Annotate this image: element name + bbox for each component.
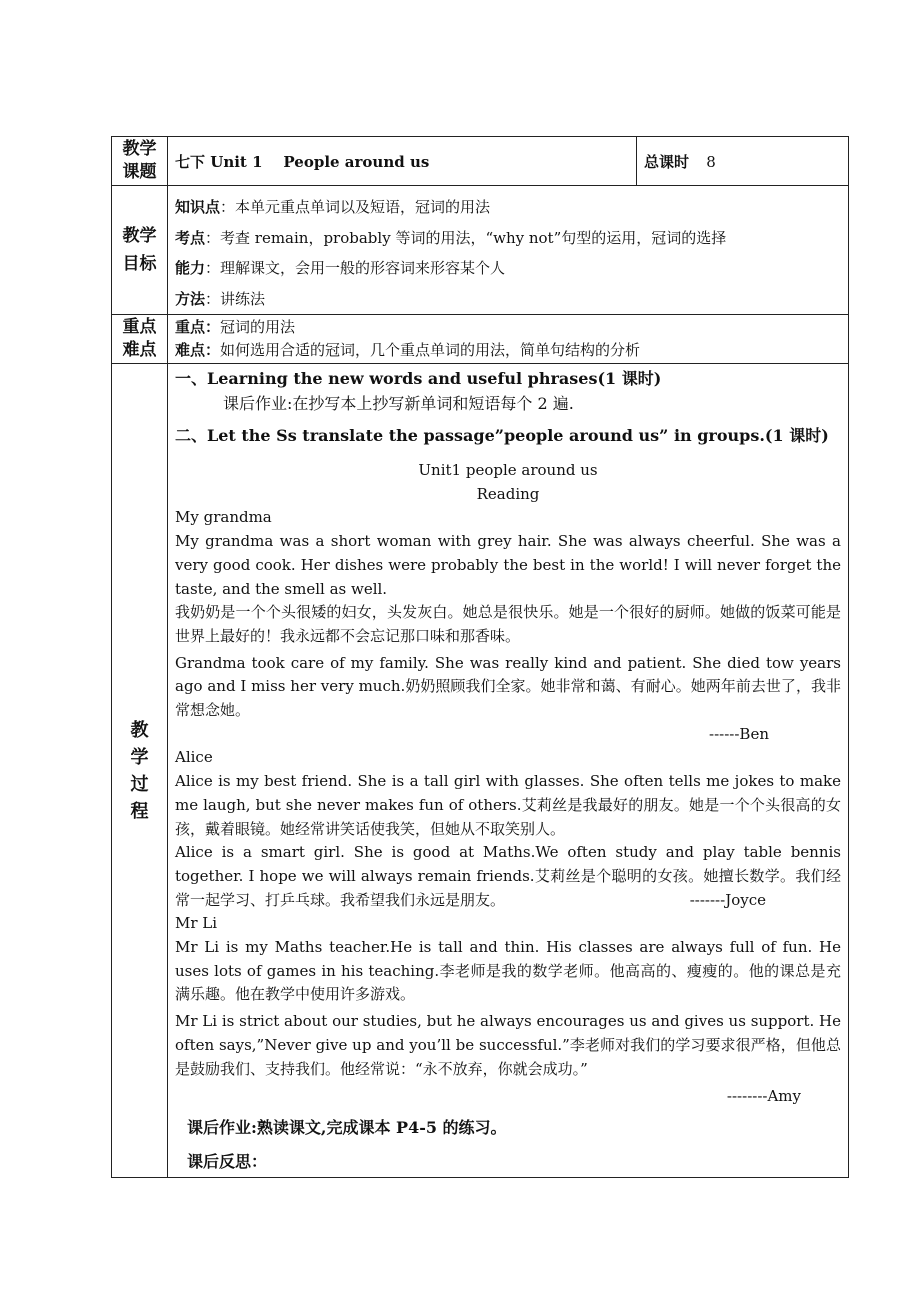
title-prefix: 七下 <box>175 152 206 171</box>
paragraph-mr-li-1: Mr Li is my Maths teacher.He is tall and thin. His classes are always full of fun. He uses lots of games in his teaching.李老师是我的数学老师。他高高的、瘦瘦的。他的课总是充满乐趣。他在教学中使用许多游戏。 <box>175 938 841 1004</box>
key-label-bottom: 难点 <box>122 340 157 360</box>
paragraph-grandma-en: My grandma was a short woman with grey hair. She was always cheerful. She was a very good cook. Her dishes were probably the best in the world! I will never forget the taste, and the smell as well. <box>175 532 841 598</box>
homework-1: 课后作业:在抄写本上抄写新单词和短语每个 2 遍. <box>223 394 574 413</box>
topic-label <box>112 137 168 186</box>
key-point: 重点：冠词的用法 <box>175 318 296 336</box>
process-row <box>112 364 849 1178</box>
topic-row <box>112 137 849 186</box>
person-alice: Alice <box>175 748 213 767</box>
title-name: People around us <box>283 152 430 171</box>
person-mr-li: Mr Li <box>175 914 218 933</box>
signature-joyce: -------Joyce <box>689 890 766 909</box>
passage-subtitle: Reading <box>476 484 540 503</box>
goal-exam-points: 考点：考查 remain，probably 等词的用法，“why not”句型的运用，冠词的选择 <box>175 228 727 247</box>
difficult-point: 难点：如何选用合适的冠词，几个重点单词的用法，简单句结构的分析 <box>175 341 641 359</box>
hours <box>644 151 841 172</box>
signature-ben: ------Ben <box>709 724 769 743</box>
process-cell <box>168 364 849 1178</box>
process-label <box>112 364 168 1178</box>
topic-label-top: 教学 <box>122 139 157 159</box>
process-char-4: 程 <box>130 800 149 822</box>
section-1-heading: 一、Learning the new words and useful phrases(1 课时) <box>175 369 662 388</box>
key-label-top: 重点 <box>122 317 157 337</box>
paragraph-alice-1: Alice is my best friend. She is a tall girl with glasses. She often tells me jokes to make me laugh, but she never makes fun of others.艾莉丝是我最好的朋友。她是一个个头很高的女孩，戴着眼镜。她经常讲笑话使我笑，但她从不取笑别人。 <box>175 772 841 838</box>
goals-label <box>112 186 168 315</box>
goals-cell <box>168 186 849 315</box>
signature-amy: --------Amy <box>726 1087 801 1106</box>
process-char-1: 教 <box>130 719 149 741</box>
paragraph-alice-2: Alice is a smart girl. She is good at Maths.We often study and play table bennis together. I hope we will always remain friends.艾莉丝是个聪明的女孩。她擅长数学。我们经常一起学习、打乒乓球。我希望我们永远是朋友。 <box>175 843 841 909</box>
topic-label-bottom: 课题 <box>122 162 157 182</box>
paragraph-mr-li-2: Mr Li is strict about our studies, but he always encourages us and gives us support. He often says,”Never give up and you’ll be successful.”李老师对我们的学习要求很严格，但他总是鼓励我们、支持我们。他经常说：“永不放弃，你就会成功。” <box>175 1012 841 1078</box>
person-grandma: My grandma <box>175 508 272 527</box>
hours-label: 总课时 <box>644 152 690 171</box>
section-2-heading: 二、Let the Ss translate the passage”people around us” in groups.(1 课时) <box>175 426 829 445</box>
process-char-2: 学 <box>130 746 149 768</box>
key-points-cell <box>168 315 849 364</box>
goal-knowledge: 知识点：本单元重点单词以及短语，冠词的用法 <box>175 198 491 216</box>
key-points-row <box>112 315 849 364</box>
key-points-label <box>112 315 168 364</box>
goals-label-bottom: 目标 <box>122 254 157 274</box>
paragraph-grandma-cn: 我奶奶是一个个头很矮的妇女，头发灰白。她总是很快乐。她是一个很好的厨师。她做的饭菜可能是世界上最好的！我永远都不会忘记那口味和那香味。 <box>175 603 841 645</box>
goals-row <box>112 186 849 315</box>
passage-title: Unit1 people around us <box>418 461 598 479</box>
topic-title <box>175 151 629 172</box>
hours-cell <box>637 137 849 186</box>
goal-ability: 能力：理解课文，会用一般的形容词来形容某个人 <box>175 259 506 277</box>
goal-method: 方法：讲练法 <box>175 289 266 308</box>
homework-2: 课后作业:熟读课文,完成课本 P4-5 的练习。 <box>187 1118 507 1137</box>
paragraph-grandma-2: Grandma took care of my family. She was really kind and patient. She died tow years ago and I miss her very much.奶奶照顾我们全家。她非常和蔼、有耐心。她两年前去世了，我非常想念她。 <box>175 653 841 720</box>
goals-label-top: 教学 <box>122 226 157 246</box>
reflection-label: 课后反思： <box>187 1152 268 1171</box>
lesson-plan-table <box>111 136 849 1178</box>
process-char-3: 过 <box>130 773 149 795</box>
title-unit: Unit 1 <box>210 152 263 171</box>
topic-title-cell <box>168 137 637 186</box>
hours-value: 8 <box>706 152 716 171</box>
